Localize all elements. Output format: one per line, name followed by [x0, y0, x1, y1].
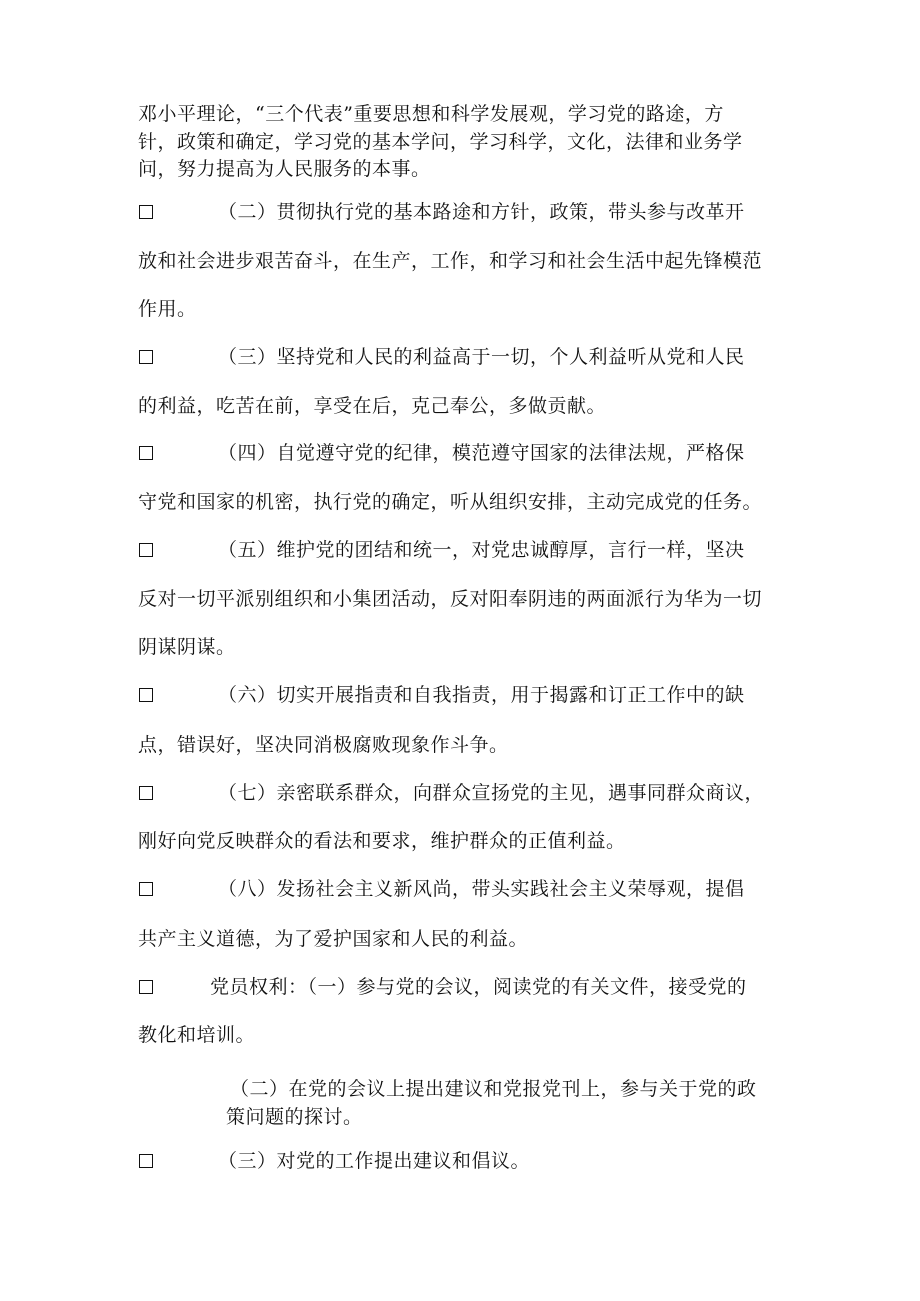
- checkbox[interactable]: [139, 205, 153, 219]
- item-line: （八）发扬社会主义新风尚，带头实践社会主义荣辱观，提倡: [218, 878, 745, 900]
- item-line: 刚好向党反映群众的看法和要求，维护群众的正值利益。: [138, 830, 626, 852]
- checkbox[interactable]: [139, 688, 153, 702]
- intro-line: 问，努力提高为人民服务的本事。: [138, 158, 431, 180]
- item-line: （二）贯彻执行党的基本路途和方针，政策，带头参与改革开: [218, 201, 745, 223]
- item-line: 共产主义道德，为了爱护国家和人民的利益。: [138, 928, 529, 950]
- item-line: 守党和国家的机密，执行党的确定，听从组织安排，主动完成党的任务。: [138, 491, 763, 513]
- item-line: 阴谋阴谋。: [138, 636, 236, 658]
- item-line: 点，错误好，坚决同消极腐败现象作斗争。: [138, 734, 509, 756]
- checkbox[interactable]: [139, 350, 153, 364]
- item-line: 教化和培训。: [138, 1024, 256, 1046]
- item-line: 作用。: [138, 298, 197, 320]
- item-line: 的利益，吃苦在前，享受在后，克己奉公，多做贡献。: [138, 395, 607, 417]
- intro-line: 邓小平理论，“三个代表”重要思想和科学发展观，学习党的路途，方: [138, 103, 724, 125]
- item-line: 放和社会进步艰苦奋斗，在生产，工作，和学习和社会生活中起先锋模范: [138, 250, 763, 272]
- item-line: （六）切实开展指责和自我指责，用于揭露和订正工作中的缺: [218, 684, 745, 706]
- checkbox[interactable]: [139, 1154, 153, 1168]
- indented-line: 策问题的探讨。: [226, 1106, 363, 1128]
- item-line: （四）自觉遵守党的纪律，模范遵守国家的法律法规，严格保: [218, 442, 745, 464]
- item-line: （三）坚持党和人民的利益高于一切，个人利益听从党和人民: [218, 346, 745, 368]
- item-line: （七）亲密联系群众，向群众宣扬党的主见，遇事同群众商议，: [218, 782, 765, 804]
- intro-line: 针，政策和确定，学习党的基本学问，学习科学，文化，法律和业务学: [138, 131, 743, 153]
- item-line: （五）维护党的团结和统一，对党忠诚醇厚，言行一样，坚决: [218, 539, 745, 561]
- item-line: 党员权利：（一）参与党的会议，阅读党的有关文件，接受党的: [210, 976, 747, 998]
- item-line: （三）对党的工作提出建议和倡议。: [218, 1150, 531, 1172]
- checkbox[interactable]: [139, 446, 153, 460]
- indented-line: （二）在党的会议上提出建议和党报党刊上，参与关于党的政: [230, 1078, 757, 1100]
- checkbox[interactable]: [139, 980, 153, 994]
- item-line: 反对一切平派别组织和小集团活动，反对阳奉阴违的两面派行为华为一切: [138, 588, 763, 610]
- checkbox[interactable]: [139, 543, 153, 557]
- checkbox[interactable]: [139, 882, 153, 896]
- checkbox[interactable]: [139, 786, 153, 800]
